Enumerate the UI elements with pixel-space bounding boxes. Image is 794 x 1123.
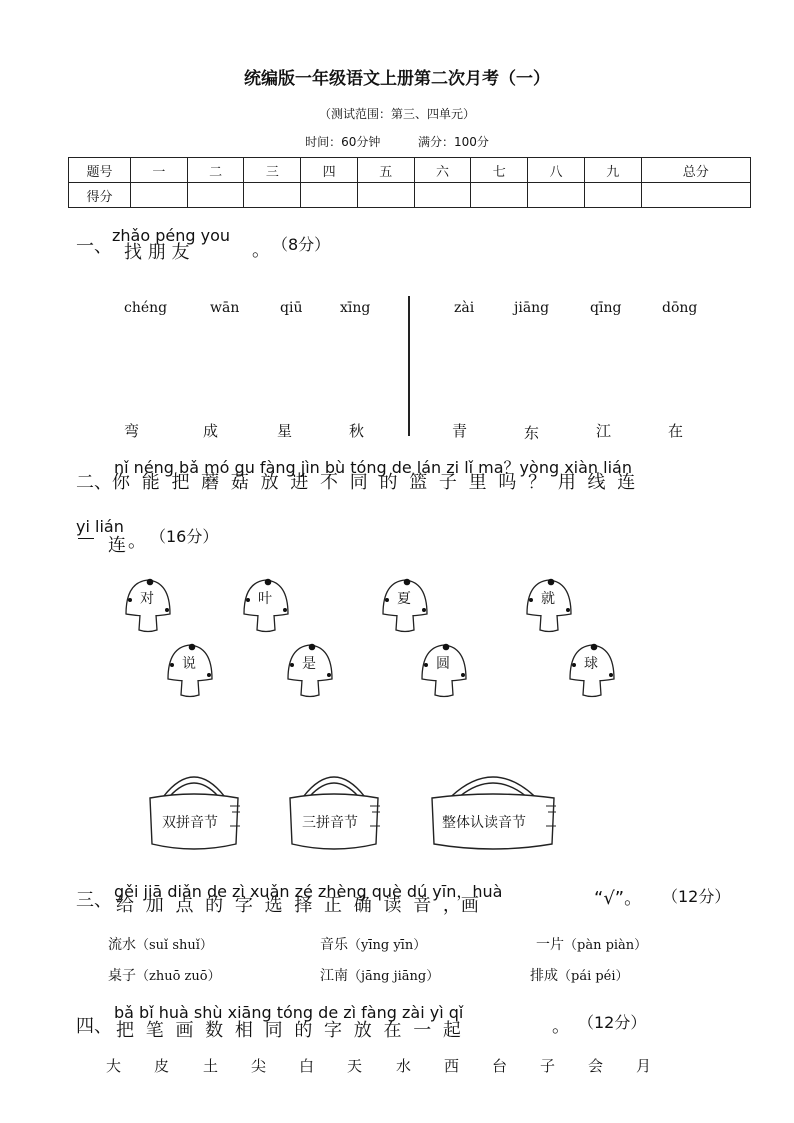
mushroom-character: 夏 <box>397 591 411 607</box>
q4-period: 。 <box>552 1016 570 1037</box>
q3-word: 江南 <box>320 968 348 984</box>
table-cell: 七 <box>471 158 528 183</box>
table-cell: 九 <box>584 158 641 183</box>
mushroom-card[interactable] <box>380 576 430 634</box>
hanzi-item[interactable]: 星 <box>277 422 293 440</box>
table-cell: 得分 <box>69 183 131 208</box>
underline-mark <box>78 538 94 539</box>
pinyin-item[interactable]: zài <box>454 300 475 316</box>
basket-label: 整体认读音节 <box>442 815 526 831</box>
score-entry[interactable] <box>641 183 750 208</box>
score-entry[interactable] <box>414 183 471 208</box>
hanzi-item[interactable]: 青 <box>452 422 468 440</box>
hanzi-item[interactable]: 弯 <box>124 422 140 440</box>
mushroom-character: 说 <box>182 656 196 672</box>
score-entry[interactable] <box>131 183 188 208</box>
q4-char[interactable]: 皮 <box>154 1057 170 1075</box>
q2-instruction: 你 能 把 蘑 菇 放 进 不 同 的 篮 子 里 吗 ？ 用 线 连 <box>112 472 636 493</box>
q4-char[interactable]: 台 <box>492 1057 508 1075</box>
score-entry[interactable] <box>528 183 585 208</box>
hanzi-item[interactable]: 秋 <box>349 422 365 440</box>
mushroom-card[interactable] <box>241 576 291 634</box>
pinyin-item[interactable]: dōng <box>662 300 698 316</box>
q1-period: 。 <box>252 240 270 261</box>
time-and-score <box>0 133 794 150</box>
q1-instruction: 找 朋 友 <box>124 242 190 263</box>
q3-options[interactable]: （jāng jiāng） <box>348 969 440 984</box>
basket[interactable] <box>288 766 380 852</box>
q3-options[interactable]: （pái péi） <box>558 969 629 984</box>
q4-points: （12分） <box>578 1013 647 1032</box>
q3-word: 排成 <box>530 968 558 984</box>
mushroom-card[interactable] <box>419 641 469 699</box>
mushroom-character: 球 <box>584 656 598 672</box>
full-score: 满分：100分 <box>418 135 489 149</box>
score-entry[interactable] <box>187 183 244 208</box>
q3-item[interactable] <box>536 934 647 954</box>
q2-pinyin: nǐ néng bǎ mó gu fàng jìn bù tóng de lán zi lǐ ma？yòng xiàn lián <box>114 458 632 477</box>
q3-word: 流水 <box>108 937 136 953</box>
hanzi-item[interactable]: 东 <box>524 424 540 442</box>
pinyin-item[interactable]: xīng <box>340 300 371 316</box>
basket-label: 双拼音节 <box>162 815 218 831</box>
mushroom-character: 叶 <box>258 591 272 607</box>
basket-icon <box>430 766 556 852</box>
q3-word: 音乐 <box>320 937 348 953</box>
q1-points: （8分） <box>272 235 331 254</box>
q3-instruction: 给 加 点 的 字 选 择 正 确 读 音 ，画 <box>116 895 479 916</box>
table-cell: 四 <box>301 158 358 183</box>
table-cell: 总分 <box>641 158 750 183</box>
q3-item[interactable] <box>108 965 221 985</box>
q2-points: （16分） <box>150 527 219 546</box>
mushroom-character: 就 <box>541 591 555 607</box>
q3-item[interactable] <box>530 965 629 985</box>
table-cell: 一 <box>131 158 188 183</box>
mushroom-character: 是 <box>302 656 316 672</box>
q3-word: 桌子 <box>108 968 136 984</box>
q3-options[interactable]: （pàn piàn） <box>564 938 648 953</box>
basket[interactable] <box>148 766 240 852</box>
q3-options[interactable]: （suǐ shuǐ） <box>136 938 213 953</box>
q3-number: 三、 <box>76 890 112 911</box>
score-table <box>68 157 751 208</box>
score-entry[interactable] <box>301 183 358 208</box>
q4-number: 四、 <box>76 1016 112 1037</box>
table-cell: 六 <box>414 158 471 183</box>
table-cell: 三 <box>244 158 301 183</box>
mushroom-character: 对 <box>140 591 154 607</box>
q3-options[interactable]: （yīng yīn） <box>348 938 427 953</box>
pinyin-item[interactable]: chéng <box>124 300 168 316</box>
page-title: 统编版一年级语文上册第二次月考（一） <box>244 69 550 89</box>
q3-pinyin: gěi jiā diǎn de zì xuǎn zé zhèng què dú yīn，huà <box>114 882 503 901</box>
mushroom-card[interactable] <box>123 576 173 634</box>
score-entry[interactable] <box>357 183 414 208</box>
score-table-score-row <box>69 183 751 208</box>
q4-char[interactable]: 白 <box>299 1057 315 1075</box>
mushroom-card[interactable] <box>524 576 574 634</box>
pinyin-item[interactable]: qīng <box>590 300 622 316</box>
q4-instruction: 把 笔 画 数 相 同 的 字 放 在 一 起 <box>116 1020 461 1041</box>
basket-icon <box>148 766 240 852</box>
q3-word: 一片 <box>536 937 564 953</box>
q4-char[interactable]: 子 <box>540 1057 556 1075</box>
hanzi-item[interactable]: 在 <box>668 422 684 440</box>
basket-icon <box>288 766 380 852</box>
hanzi-item[interactable]: 江 <box>596 422 612 440</box>
table-cell: 五 <box>357 158 414 183</box>
q3-item[interactable] <box>320 965 439 985</box>
q3-points: （12分） <box>662 887 731 906</box>
table-cell: 题号 <box>69 158 131 183</box>
q2-instruction-line2: 连 <box>108 535 126 556</box>
q2-period: 。 <box>128 531 146 552</box>
q1-pinyin: zhǎo péng you <box>112 226 230 245</box>
table-cell: 八 <box>528 158 585 183</box>
score-entry[interactable] <box>244 183 301 208</box>
basket-label: 三拼音节 <box>302 815 358 831</box>
table-cell: 二 <box>187 158 244 183</box>
mushroom-card[interactable] <box>567 641 617 699</box>
q2-number: 二、 <box>76 472 112 493</box>
q4-char[interactable]: 西 <box>444 1057 460 1075</box>
q3-item[interactable] <box>320 934 426 954</box>
score-entry[interactable] <box>584 183 641 208</box>
q4-char[interactable]: 尖 <box>251 1057 267 1075</box>
score-entry[interactable] <box>471 183 528 208</box>
q4-char[interactable]: 土 <box>203 1057 219 1075</box>
score-table-header-row <box>69 158 751 183</box>
mushroom-character: 圆 <box>436 656 450 672</box>
test-scope: （测试范围：第三、四单元） <box>318 107 475 121</box>
q3-options[interactable]: （zhuō zuō） <box>136 969 221 984</box>
q4-char[interactable]: 大 <box>106 1057 122 1075</box>
q4-char[interactable]: 天 <box>347 1057 363 1075</box>
q4-char[interactable]: 水 <box>396 1057 412 1075</box>
q4-pinyin: bǎ bǐ huà shù xiāng tóng de zì fàng zài yì qǐ <box>114 1003 464 1022</box>
time-limit: 时间：60分钟 <box>305 135 381 149</box>
pinyin-item[interactable]: wān <box>210 300 240 316</box>
q3-item[interactable] <box>108 934 213 954</box>
q2-pinyin-line2: yi lián <box>76 517 124 536</box>
q4-char[interactable]: 月 <box>636 1057 652 1075</box>
q1-number: 一、 <box>76 236 112 257</box>
pinyin-item[interactable]: qiū <box>280 300 303 316</box>
mushroom-card[interactable] <box>165 641 215 699</box>
hanzi-item[interactable]: 成 <box>203 422 219 440</box>
q4-char[interactable]: 会 <box>588 1057 604 1075</box>
mushroom-card[interactable] <box>285 641 335 699</box>
q1-divider <box>408 296 410 436</box>
pinyin-item[interactable]: jiāng <box>514 300 550 316</box>
basket[interactable] <box>430 766 556 852</box>
q3-checkmark-symbol: “√”。 <box>594 888 643 909</box>
